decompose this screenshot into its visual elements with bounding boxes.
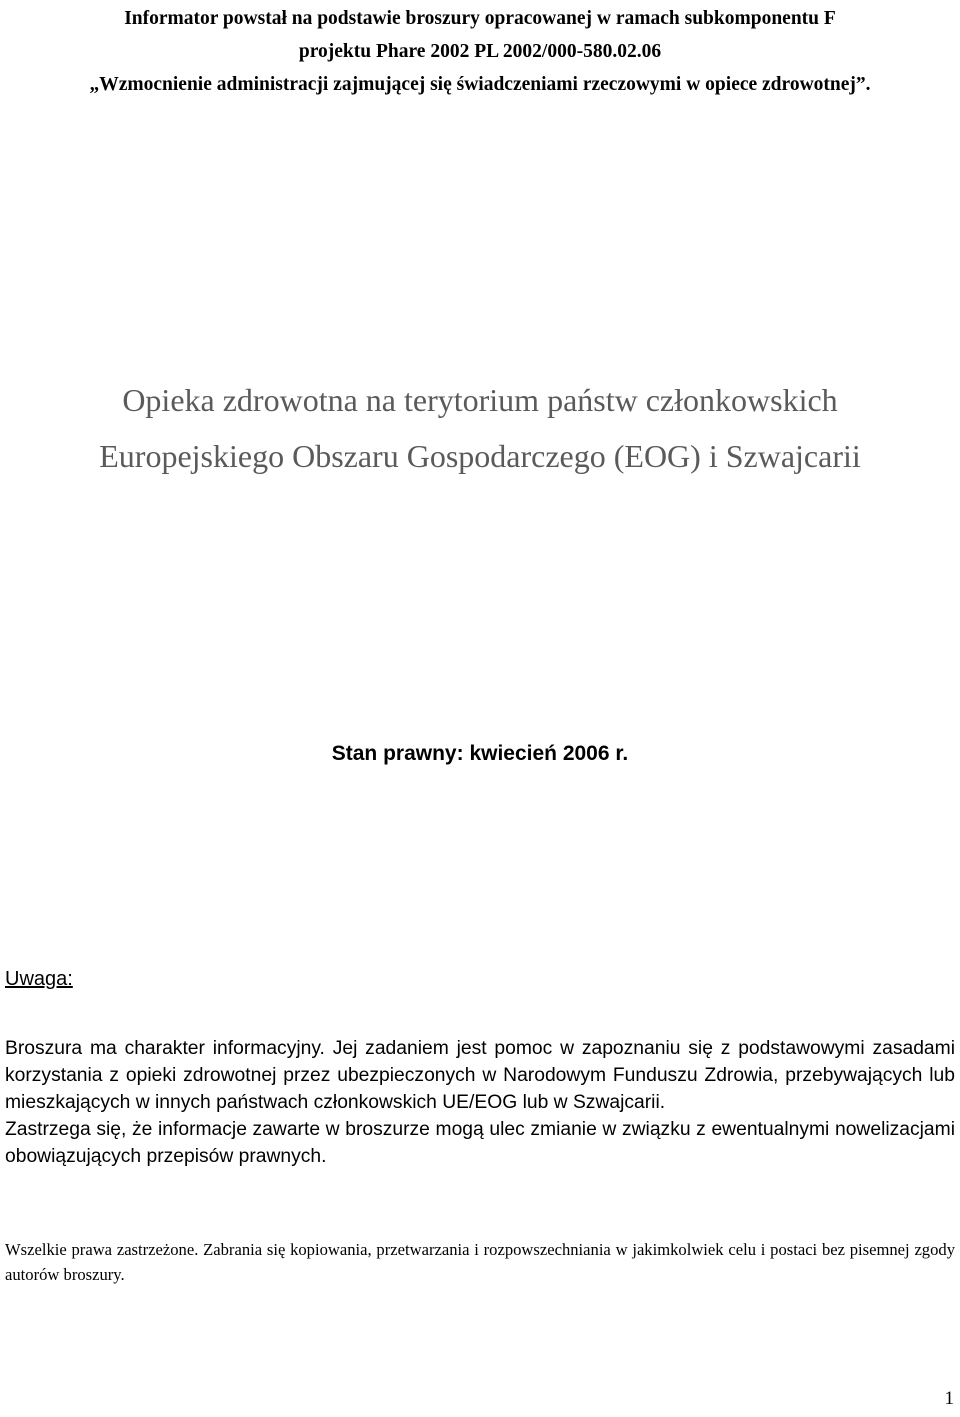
note-paragraph-2: Zastrzega się, że informacje zawarte w broszurze mogą ulec zmianie w związku z ewentualnymi nowelizacjami obowiązujących przepisów prawnych. bbox=[5, 1119, 955, 1167]
note-label: Uwaga: bbox=[5, 968, 73, 990]
header-line-1: Informator powstał na podstawie broszury opracowanej w ramach subkomponentu F bbox=[124, 8, 836, 29]
title-line-2: Europejskiego Obszaru Gospodarczego (EOG) i Szwajcarii bbox=[99, 438, 861, 474]
title-line-1: Opieka zdrowotna na terytorium państw członkowskich bbox=[122, 382, 838, 418]
document-title bbox=[0, 372, 960, 484]
header-line-2: projektu Phare 2002 PL 2002/000-580.02.06 bbox=[298, 41, 662, 62]
rights-notice: Wszelkie prawa zastrzeżone. Zabrania się kopiowania, przetwarzania i rozpowszechniania w jakimkolwiek celu i postaci bez pisemnej zgody autorów broszury. bbox=[5, 1240, 955, 1284]
note-body bbox=[5, 1035, 955, 1170]
legal-status: Stan prawny: kwiecień 2006 r. bbox=[331, 742, 629, 765]
page-number: 1 bbox=[944, 1388, 954, 1409]
header-block bbox=[0, 2, 960, 101]
note-paragraph-1: Broszura ma charakter informacyjny. Jej zadaniem jest pomoc w zapoznaniu się z podstawowymi zasadami korzystania z opieki zdrowotnej przez ubezpieczonych w Narodowym Funduszu Zdrowia, przebywających lub mieszkających w innych państwach członkowskich UE/EOG lub w Szwajcarii. bbox=[5, 1038, 955, 1113]
header-line-3: „Wzmocnienie administracji zajmującej się świadczeniami rzeczowymi w opiece zdrowotnej”. bbox=[89, 74, 871, 95]
